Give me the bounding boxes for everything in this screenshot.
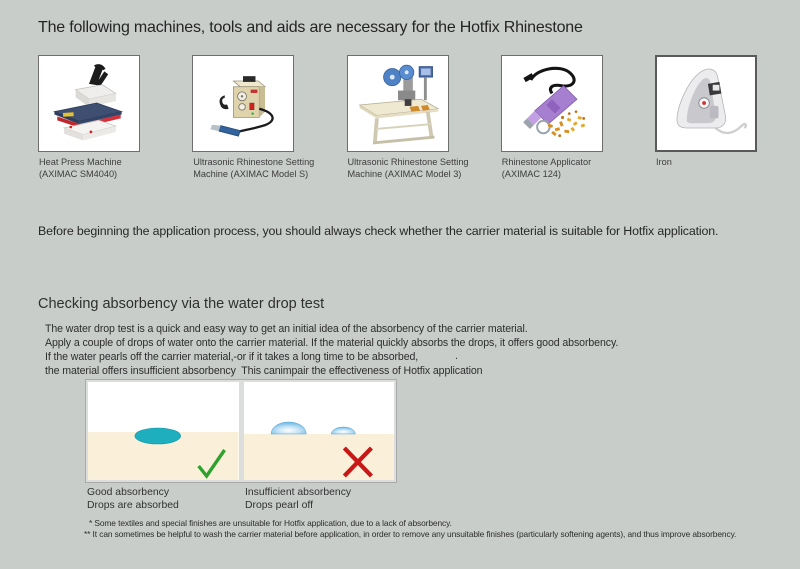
machine-caption-line2: Machine (AXIMAC Model S) — [193, 169, 309, 179]
stray-period-mark: . — [455, 350, 458, 362]
illustration-captions — [0, 486, 800, 514]
body-line-1: The water drop test is a quick and easy way to get an initial idea of the absorbency of the carrier material. — [45, 323, 528, 335]
pearling-drop-large — [271, 422, 306, 434]
section-heading: Checking absorbency via the water drop test — [38, 296, 325, 312]
caption-line1: Good absorbency — [87, 487, 170, 498]
ultrasonic-model-s-illustration — [195, 60, 291, 148]
caption-line1: Insufficient absorbency — [245, 487, 352, 498]
footnote-2: ** It can sometimes be helpful to wash the carrier material before application, in order to remove any unsuitable finishes (particularly softening agents), and thus improve absorbency. — [84, 529, 737, 539]
ultrasonic-model-3-image — [347, 55, 449, 152]
machine-caption-line1: Heat Press Machine — [39, 157, 122, 167]
absorbed-drop — [135, 428, 181, 444]
body-line-3: If the water pearls off the carrier material,-or if it takes a long time to be absorbed, — [45, 351, 419, 363]
machines-row — [38, 55, 757, 179]
machine-caption-line2: Machine (AXIMAC Model 3) — [347, 169, 462, 179]
heat-press-illustration — [41, 60, 137, 148]
page-title: The following machines, tools and aids are necessary for the Hotfix Rhinestone — [38, 19, 583, 36]
machine-caption-line1: Ultrasonic Rhinestone Setting — [193, 157, 315, 167]
machine-card-ultrasonic-model-s — [192, 55, 315, 179]
machine-caption-line2: (AXIMAC 124) — [501, 169, 561, 179]
caption-line2: Drops pearl off — [245, 500, 313, 511]
pearling-drop-small — [331, 427, 355, 434]
iron-image — [655, 55, 757, 152]
body-line-4: the material offers insufficient absorbency This canimpair the effectiveness of Hotfix application — [45, 365, 483, 377]
body-text — [45, 322, 618, 378]
insufficient-absorbency-panel — [244, 382, 395, 480]
good-absorbency-caption — [87, 486, 179, 512]
rhinestone-applicator-image — [501, 55, 603, 152]
footnotes — [84, 518, 796, 540]
insufficient-absorbency-caption — [245, 486, 351, 512]
machine-caption-line1: Iron — [656, 157, 672, 167]
ultrasonic-model-3-illustration — [350, 60, 446, 148]
ultrasonic-model-s-image — [192, 55, 294, 152]
machine-card-iron — [655, 55, 757, 167]
good-absorbency-graphic — [88, 382, 239, 480]
iron-illustration — [658, 60, 754, 148]
insufficient-absorbency-graphic — [244, 382, 395, 480]
water-drop-test-illustration — [85, 379, 397, 483]
machine-caption-line1: Ultrasonic Rhinestone Setting — [347, 157, 469, 167]
heat-press-machine-image — [38, 55, 140, 152]
fabric-surface — [244, 434, 395, 480]
good-absorbency-panel — [88, 382, 239, 480]
body-line-2: Apply a couple of drops of water onto the carrier material. If the material quickly absorbs the drops, it offers good absorbency. — [45, 337, 619, 349]
rhinestone-applicator-illustration — [504, 60, 600, 148]
machine-caption-line1: Rhinestone Applicator — [501, 157, 592, 167]
caption-line2: Drops are absorbed — [87, 500, 179, 511]
machine-card-applicator — [501, 55, 603, 179]
footnote-1: * Some textiles and special finishes are unsuitable for Hotfix application, due to a lack of absorbency. — [89, 518, 452, 528]
machine-caption-line2: (AXIMAC SM4040) — [39, 169, 118, 179]
machine-card-heat-press — [38, 55, 140, 179]
machine-card-ultrasonic-model-3 — [347, 55, 469, 179]
intro-text: Before beginning the application process, you should always check whether the carrier material is suitable for Hotfix application. — [38, 224, 719, 238]
